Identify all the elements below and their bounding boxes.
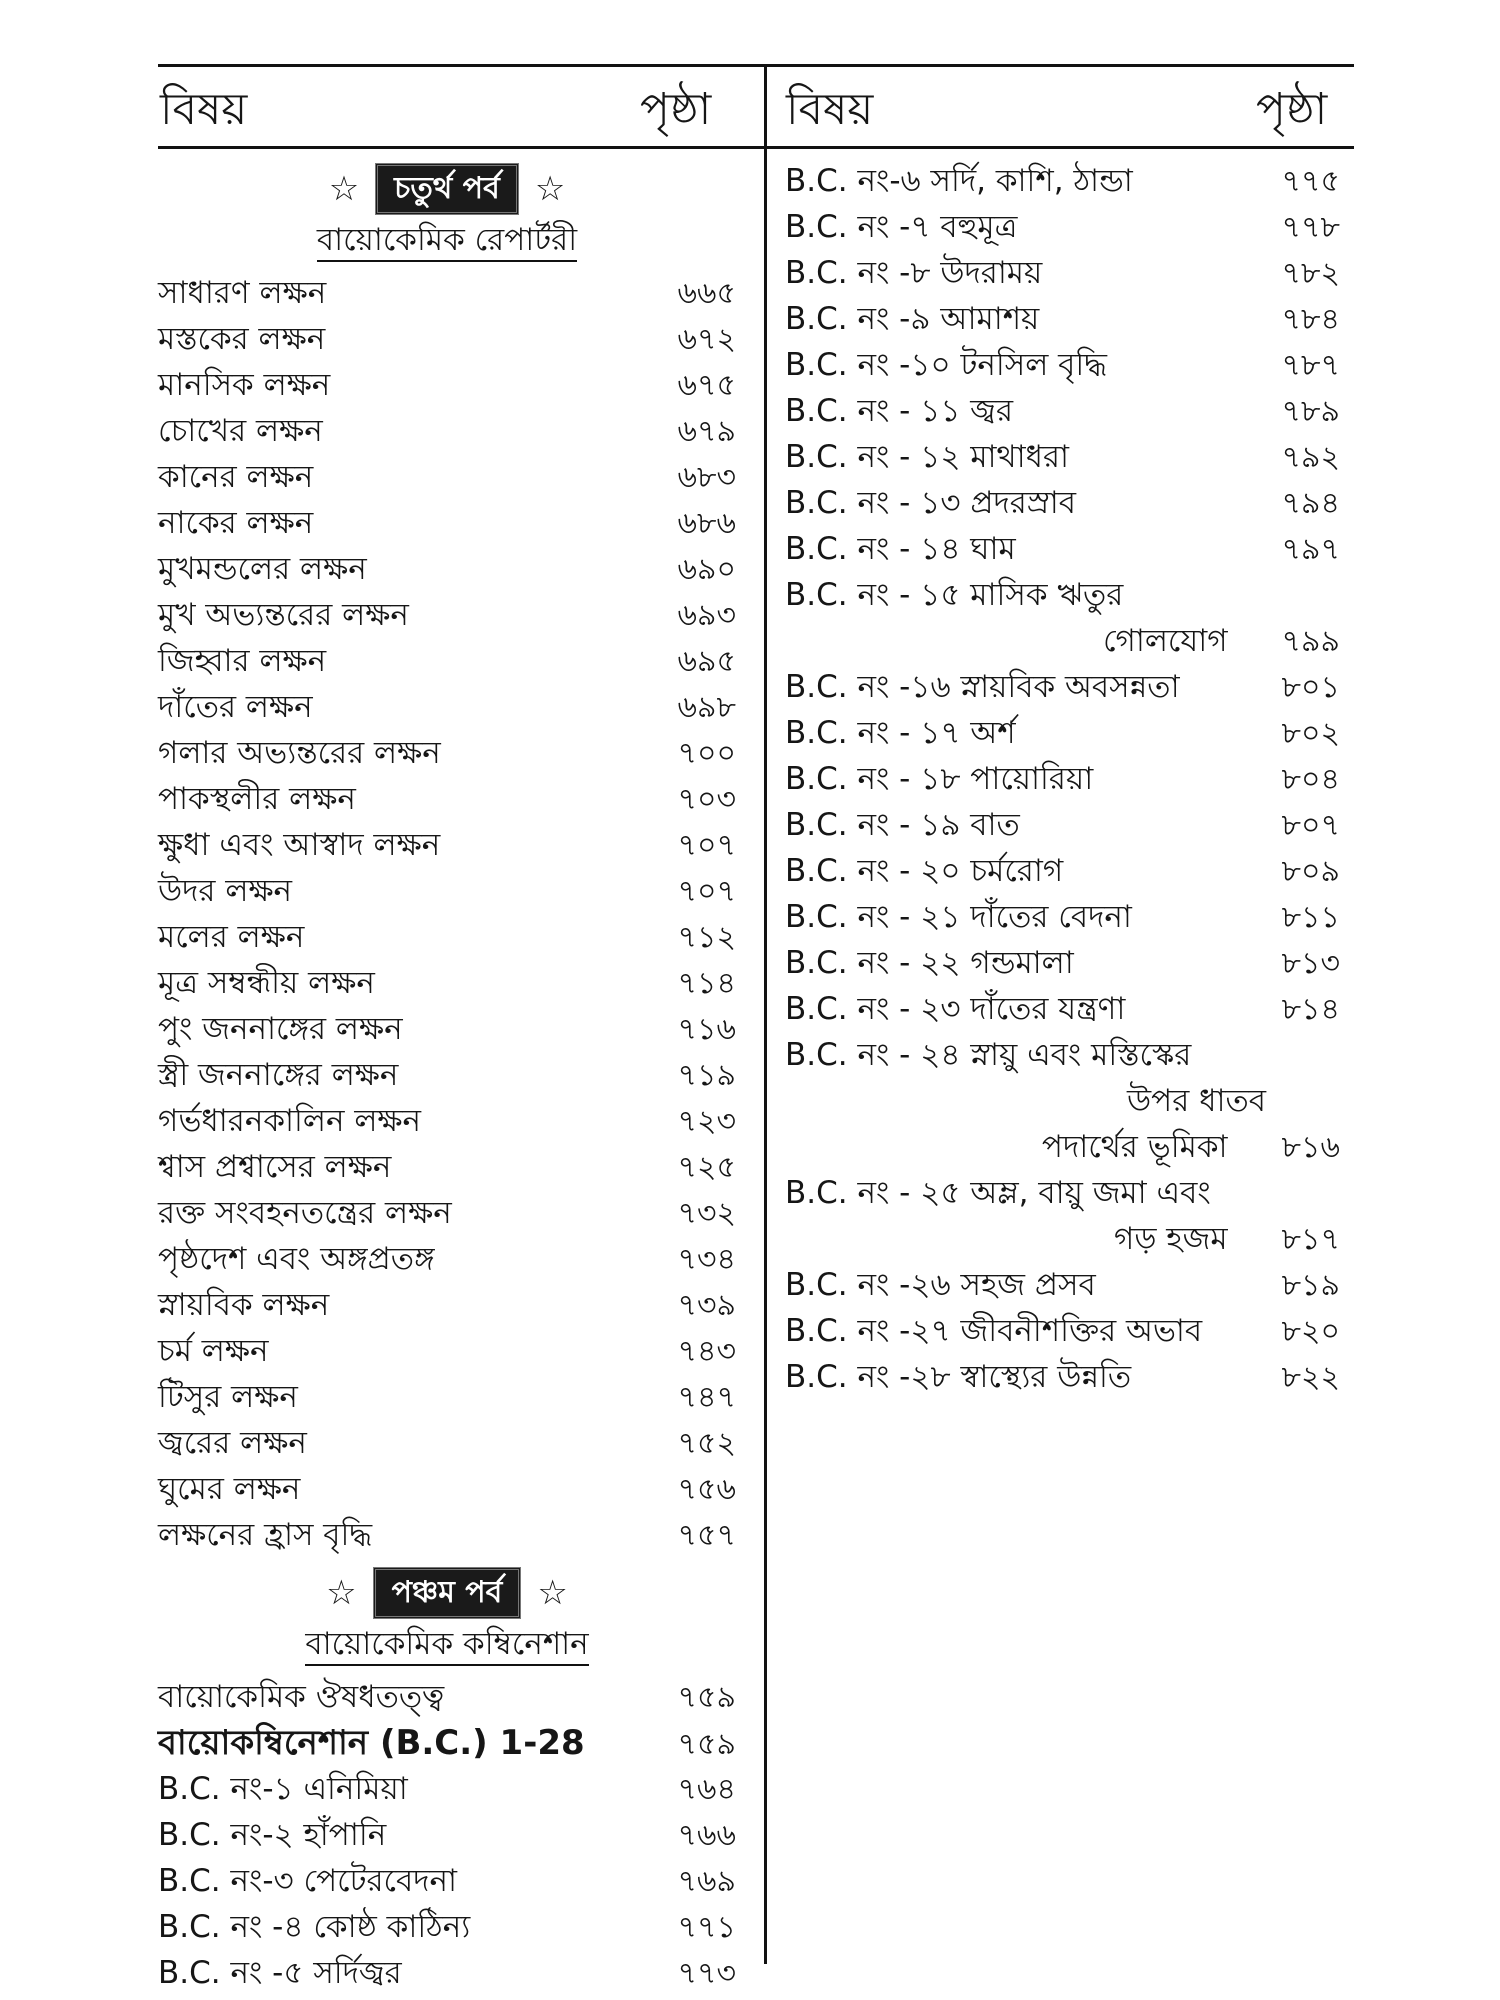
entry-page-number: ৭৪৭: [677, 1380, 736, 1415]
toc-entry: [158, 1328, 736, 1374]
entry-page-number: ৭২৩: [677, 1104, 736, 1139]
entry-page-number: ৮০২: [1281, 716, 1340, 751]
entry-title: B.C. নং - ২৩ দাঁতের যন্ত্রণা: [785, 991, 1126, 1027]
entry-page-number: ৮০৭: [1281, 808, 1340, 843]
entry-page-number: ৭৭৩: [677, 1956, 736, 1991]
entry-page-number: ৭৯৭: [1281, 532, 1340, 567]
right-list: [785, 158, 1340, 1400]
column-divider: [764, 64, 767, 1964]
entry-title: জ্বরের লক্ষন: [158, 1425, 307, 1461]
toc-entry: [785, 526, 1340, 572]
entry-page-number: ৮০৪: [1281, 762, 1340, 797]
entry-page-number: ৮১৩: [1281, 946, 1340, 981]
section-five-subtitle: বায়োকেমিক কম্বিনেশান: [305, 1624, 588, 1666]
entry-title: মস্তকের লক্ষন: [158, 321, 326, 357]
toc-entry: [785, 1032, 1340, 1078]
entry-page-number: ৮০৯: [1281, 854, 1340, 889]
toc-entry: [158, 270, 736, 316]
toc-entry: [158, 684, 736, 730]
entry-page-number: ৭০০: [677, 736, 736, 771]
entry-title: নাকের লক্ষন: [158, 505, 314, 541]
toc-entry: [158, 1190, 736, 1236]
entry-page-number: ৭৯২: [1281, 440, 1340, 475]
toc-entry: [785, 1078, 1340, 1124]
entry-page-number: ৮১৪: [1281, 992, 1340, 1027]
entry-title: B.C. নং - ১১ জ্বর: [785, 393, 1014, 429]
entry-title: চর্ম লক্ষন: [158, 1333, 269, 1369]
entry-title: B.C. নং -৭ বহুমূত্র: [785, 209, 1018, 245]
entry-title: চোখের লক্ষন: [158, 413, 323, 449]
toc-entry: [785, 710, 1340, 756]
toc-entry: [785, 434, 1340, 480]
toc-entry: [785, 158, 1340, 204]
toc-entry: [158, 1144, 736, 1190]
entry-page-number: ৭৫৯: [677, 1727, 736, 1762]
entry-title: B.C. নং - ২০ চর্মরোগ: [785, 853, 1064, 889]
entry-page-number: ৭৭১: [677, 1910, 736, 1945]
entry-page-number: ৬৯৮: [677, 690, 736, 725]
entry-title: B.C. নং-২ হাঁপানি: [158, 1817, 387, 1853]
entry-title: B.C. নং -১০ টনসিল বৃদ্ধি: [785, 347, 1108, 383]
star-icon: ☆: [537, 1573, 568, 1613]
entry-title: গড় হজম: [1114, 1221, 1228, 1257]
toc-entry: [785, 802, 1340, 848]
entry-page-number: ৬৬৫: [677, 276, 736, 311]
entry-title: B.C. নং - ১৩ প্রদরস্রাব: [785, 485, 1077, 521]
toc-entry: [158, 1720, 736, 1766]
entry-page-number: ৭৮৪: [1281, 302, 1340, 337]
entry-page-number: ৮১১: [1281, 900, 1340, 935]
entry-page-number: ৮১৭: [1281, 1222, 1340, 1257]
entry-title: গলার অভ্যন্তরের লক্ষন: [158, 735, 441, 771]
entry-title: B.C. নং -১৬ স্নায়বিক অবসন্নতা: [785, 669, 1180, 705]
entry-page-number: ৭০৩: [677, 782, 736, 817]
section-five-list: [158, 1674, 736, 1996]
entry-page-number: ৭৬৯: [677, 1864, 736, 1899]
toc-entry: [158, 638, 736, 684]
toc-entry: [158, 776, 736, 822]
entry-title: মূত্র সম্বন্ধীয় লক্ষন: [158, 965, 375, 1001]
toc-entry: [158, 1812, 736, 1858]
right-page-header: পৃষ্ঠা: [1256, 84, 1328, 135]
toc-entry: [785, 296, 1340, 342]
toc-entry: [158, 1052, 736, 1098]
entry-title: B.C. নং - ১৮ পায়োরিয়া: [785, 761, 1094, 797]
entry-title: জিহ্বার লক্ষন: [158, 643, 327, 679]
entry-title: B.C. নং-৬ সর্দি, কাশি, ঠান্ডা: [785, 163, 1133, 199]
toc-entry: [785, 618, 1340, 664]
left-subject-header: বিষয়: [160, 84, 248, 135]
entry-title: B.C. নং -৫ সর্দিজ্বর: [158, 1955, 402, 1991]
entry-page-number: ৮১৬: [1281, 1130, 1340, 1165]
entry-title: লক্ষনের হ্রাস বৃদ্ধি: [158, 1517, 373, 1553]
entry-title: B.C. নং - ২৪ স্নায়ু এবং মস্তিস্কের: [785, 1037, 1192, 1073]
toc-entry: [158, 1904, 736, 1950]
entry-title: পৃষ্ঠদেশ এবং অঙ্গপ্রতঙ্গ: [158, 1241, 435, 1277]
toc-entry: [158, 1466, 736, 1512]
entry-page-number: ৭৬৬: [677, 1818, 736, 1853]
toc-entry: [785, 1216, 1340, 1262]
entry-title: B.C. নং -২৭ জীবনীশক্তির অভাব: [785, 1313, 1203, 1349]
entry-page-number: ৭৯৪: [1281, 486, 1340, 521]
entry-page-number: ৭৭৮: [1281, 210, 1340, 245]
toc-entry: [158, 914, 736, 960]
entry-page-number: ৬৭৯: [677, 414, 736, 449]
entry-page-number: ৮২০: [1281, 1314, 1340, 1349]
entry-title: B.C. নং - ২১ দাঁতের বেদনা: [785, 899, 1132, 935]
entry-title: B.C. নং - ১২ মাথাধরা: [785, 439, 1070, 475]
entry-page-number: ৭৮৯: [1281, 394, 1340, 429]
toc-entry: [785, 204, 1340, 250]
toc-entry: [158, 1674, 736, 1720]
entry-title: বায়োকেমিক ঔষধতত্ত্ব: [158, 1679, 445, 1715]
entry-title: B.C. নং -৪ কোষ্ঠ কাঠিন্য: [158, 1909, 471, 1945]
section-five-heading: [158, 1562, 736, 1674]
toc-entry: [785, 1170, 1340, 1216]
entry-title: মুখ অভ্যন্তরের লক্ষন: [158, 597, 409, 633]
entry-page-number: ৮০১: [1281, 670, 1340, 705]
entry-title: মুখমন্ডলের লক্ষন: [158, 551, 367, 587]
entry-page-number: ৭৮২: [1281, 256, 1340, 291]
entry-title: গোলযোগ: [1102, 623, 1228, 659]
toc-entry: [158, 730, 736, 776]
entry-title: B.C. নং-১ এনিমিয়া: [158, 1771, 408, 1807]
toc-entry: [158, 362, 736, 408]
entry-title: B.C. নং -২৮ স্বাস্থ্যের উন্নতি: [785, 1359, 1132, 1395]
entry-page-number: ৭২৫: [677, 1150, 736, 1185]
entry-title: টিসুর লক্ষন: [158, 1379, 298, 1415]
entry-title: রক্ত সংবহনতন্ত্রের লক্ষন: [158, 1195, 452, 1231]
entry-page-number: ৭১৪: [677, 966, 736, 1001]
entry-title: B.C. নং - ১৪ ঘাম: [785, 531, 1016, 567]
entry-page-number: ৭৫৬: [677, 1472, 736, 1507]
entry-page-number: ৭৪৩: [677, 1334, 736, 1369]
entry-page-number: ৭৩২: [677, 1196, 736, 1231]
top-rule: [158, 64, 1354, 67]
entry-page-number: ৭০৭: [677, 874, 736, 909]
entry-title: গর্ভধারনকালিন লক্ষন: [158, 1103, 422, 1139]
entry-title: B.C. নং -৮ উদরাময়: [785, 255, 1043, 291]
entry-page-number: ৬৭৫: [677, 368, 736, 403]
toc-entry: [785, 250, 1340, 296]
entry-title: উপর ধাতব: [1127, 1083, 1266, 1119]
right-subject-header: বিষয়: [786, 84, 874, 135]
toc-entry: [785, 756, 1340, 802]
entry-page-number: ৬৯৩: [677, 598, 736, 633]
toc-entry: [785, 388, 1340, 434]
section-four-list: [158, 270, 736, 1558]
entry-title: B.C. নং - ১৭ অর্শ: [785, 715, 1016, 751]
entry-page-number: ৭৬৪: [677, 1772, 736, 1807]
entry-title: সাধারণ লক্ষন: [158, 275, 327, 311]
entry-title: পাকস্থলীর লক্ষন: [158, 781, 356, 817]
entry-title: স্ত্রী জননাঙ্গের লক্ষন: [158, 1057, 399, 1093]
star-icon: ☆: [326, 1573, 357, 1613]
entry-page-number: ৭৫২: [677, 1426, 736, 1461]
right-column: [785, 158, 1340, 1400]
toc-entry: [785, 480, 1340, 526]
toc-entry: [158, 1950, 736, 1996]
toc-entry: [785, 1308, 1340, 1354]
toc-entry: [158, 408, 736, 454]
entry-title: B.C. নং -৯ আমাশয়: [785, 301, 1040, 337]
toc-entry: [785, 894, 1340, 940]
header-rule: [158, 146, 1354, 149]
toc-entry: [158, 868, 736, 914]
entry-page-number: ৬৮৬: [677, 506, 736, 541]
entry-page-number: ৬৯৫: [677, 644, 736, 679]
entry-page-number: ৬৮৩: [677, 460, 736, 495]
entry-page-number: ৭৭৫: [1281, 164, 1340, 199]
entry-page-number: ৬৯০: [677, 552, 736, 587]
toc-entry: [158, 1282, 736, 1328]
entry-page-number: ৭৮৭: [1281, 348, 1340, 383]
entry-page-number: ৮১৯: [1281, 1268, 1340, 1303]
entry-title: B.C. নং - ১৯ বাত: [785, 807, 1020, 843]
section-four-heading: [158, 158, 736, 270]
section-five-badge: পঞ্চম পর্ব: [373, 1567, 522, 1619]
entry-page-number: ৭১৬: [677, 1012, 736, 1047]
entry-title: মলের লক্ষন: [158, 919, 305, 955]
entry-title: B.C. নং -২৬ সহজ প্রসব: [785, 1267, 1096, 1303]
toc-entry: [785, 940, 1340, 986]
toc-entry: [785, 1354, 1340, 1400]
entry-page-number: ৭৫৯: [677, 1680, 736, 1715]
section-four-badge: চতুর্থ পর্ব: [375, 163, 519, 215]
toc-entry: [158, 316, 736, 362]
entry-page-number: ৭১৯: [677, 1058, 736, 1093]
entry-title: B.C. নং - ২২ গন্ডমালা: [785, 945, 1074, 981]
toc-entry: [785, 342, 1340, 388]
entry-page-number: ৭৯৯: [1281, 624, 1340, 659]
toc-entry: [785, 1262, 1340, 1308]
toc-entry: [158, 454, 736, 500]
toc-entry: [785, 1124, 1340, 1170]
toc-entry: [158, 1766, 736, 1812]
entry-page-number: ৭০৭: [677, 828, 736, 863]
star-icon: ☆: [534, 169, 566, 209]
toc-entry: [158, 822, 736, 868]
toc-entry: [158, 1858, 736, 1904]
entry-title: ক্ষুধা এবং আস্বাদ লক্ষন: [158, 827, 441, 863]
entry-title: দাঁতের লক্ষন: [158, 689, 313, 725]
entry-title: B.C. নং - ২৫ অম্ল, বায়ু জমা এবং: [785, 1175, 1211, 1211]
toc-entry: [158, 1236, 736, 1282]
toc-entry: [158, 546, 736, 592]
entry-page-number: ৭৫৭: [677, 1518, 736, 1553]
toc-entry: [785, 664, 1340, 710]
toc-entry: [158, 1420, 736, 1466]
section-four-subtitle: বায়োকেমিক রেপার্টরী: [317, 220, 577, 262]
entry-title: শ্বাস প্রশ্বাসের লক্ষন: [158, 1149, 392, 1185]
entry-title: ঘুমের লক্ষন: [158, 1471, 301, 1507]
toc-entry: [158, 1374, 736, 1420]
toc-entry: [158, 1098, 736, 1144]
toc-entry: [785, 986, 1340, 1032]
entry-title: বায়োকম্বিনেশান (B.C.) 1-28: [158, 1723, 585, 1763]
toc-entry: [785, 572, 1340, 618]
entry-page-number: ৬৭২: [677, 322, 736, 357]
entry-title: পুং জননাঙ্গের লক্ষন: [158, 1011, 403, 1047]
entry-title: কানের লক্ষন: [158, 459, 314, 495]
toc-entry: [158, 960, 736, 1006]
left-page-header: পৃষ্ঠা: [640, 84, 712, 135]
entry-page-number: ৭৩৯: [677, 1288, 736, 1323]
entry-title: পদার্থের ভূমিকা: [1041, 1129, 1228, 1165]
toc-entry: [158, 1512, 736, 1558]
toc-entry: [158, 500, 736, 546]
toc-entry: [785, 848, 1340, 894]
star-icon: ☆: [328, 169, 360, 209]
entry-title: উদর লক্ষন: [158, 873, 293, 909]
entry-title: B.C. নং-৩ পেটেরবেদনা: [158, 1863, 458, 1899]
entry-title: B.C. নং - ১৫ মাসিক ঋতুর: [785, 577, 1124, 613]
entry-title: স্নায়বিক লক্ষন: [158, 1287, 330, 1323]
entry-page-number: ৮২২: [1281, 1360, 1340, 1395]
entry-page-number: ৭১২: [677, 920, 736, 955]
left-column: [158, 158, 736, 1996]
entry-title: মানসিক লক্ষন: [158, 367, 331, 403]
toc-entry: [158, 1006, 736, 1052]
entry-page-number: ৭৩৪: [677, 1242, 736, 1277]
toc-entry: [158, 592, 736, 638]
